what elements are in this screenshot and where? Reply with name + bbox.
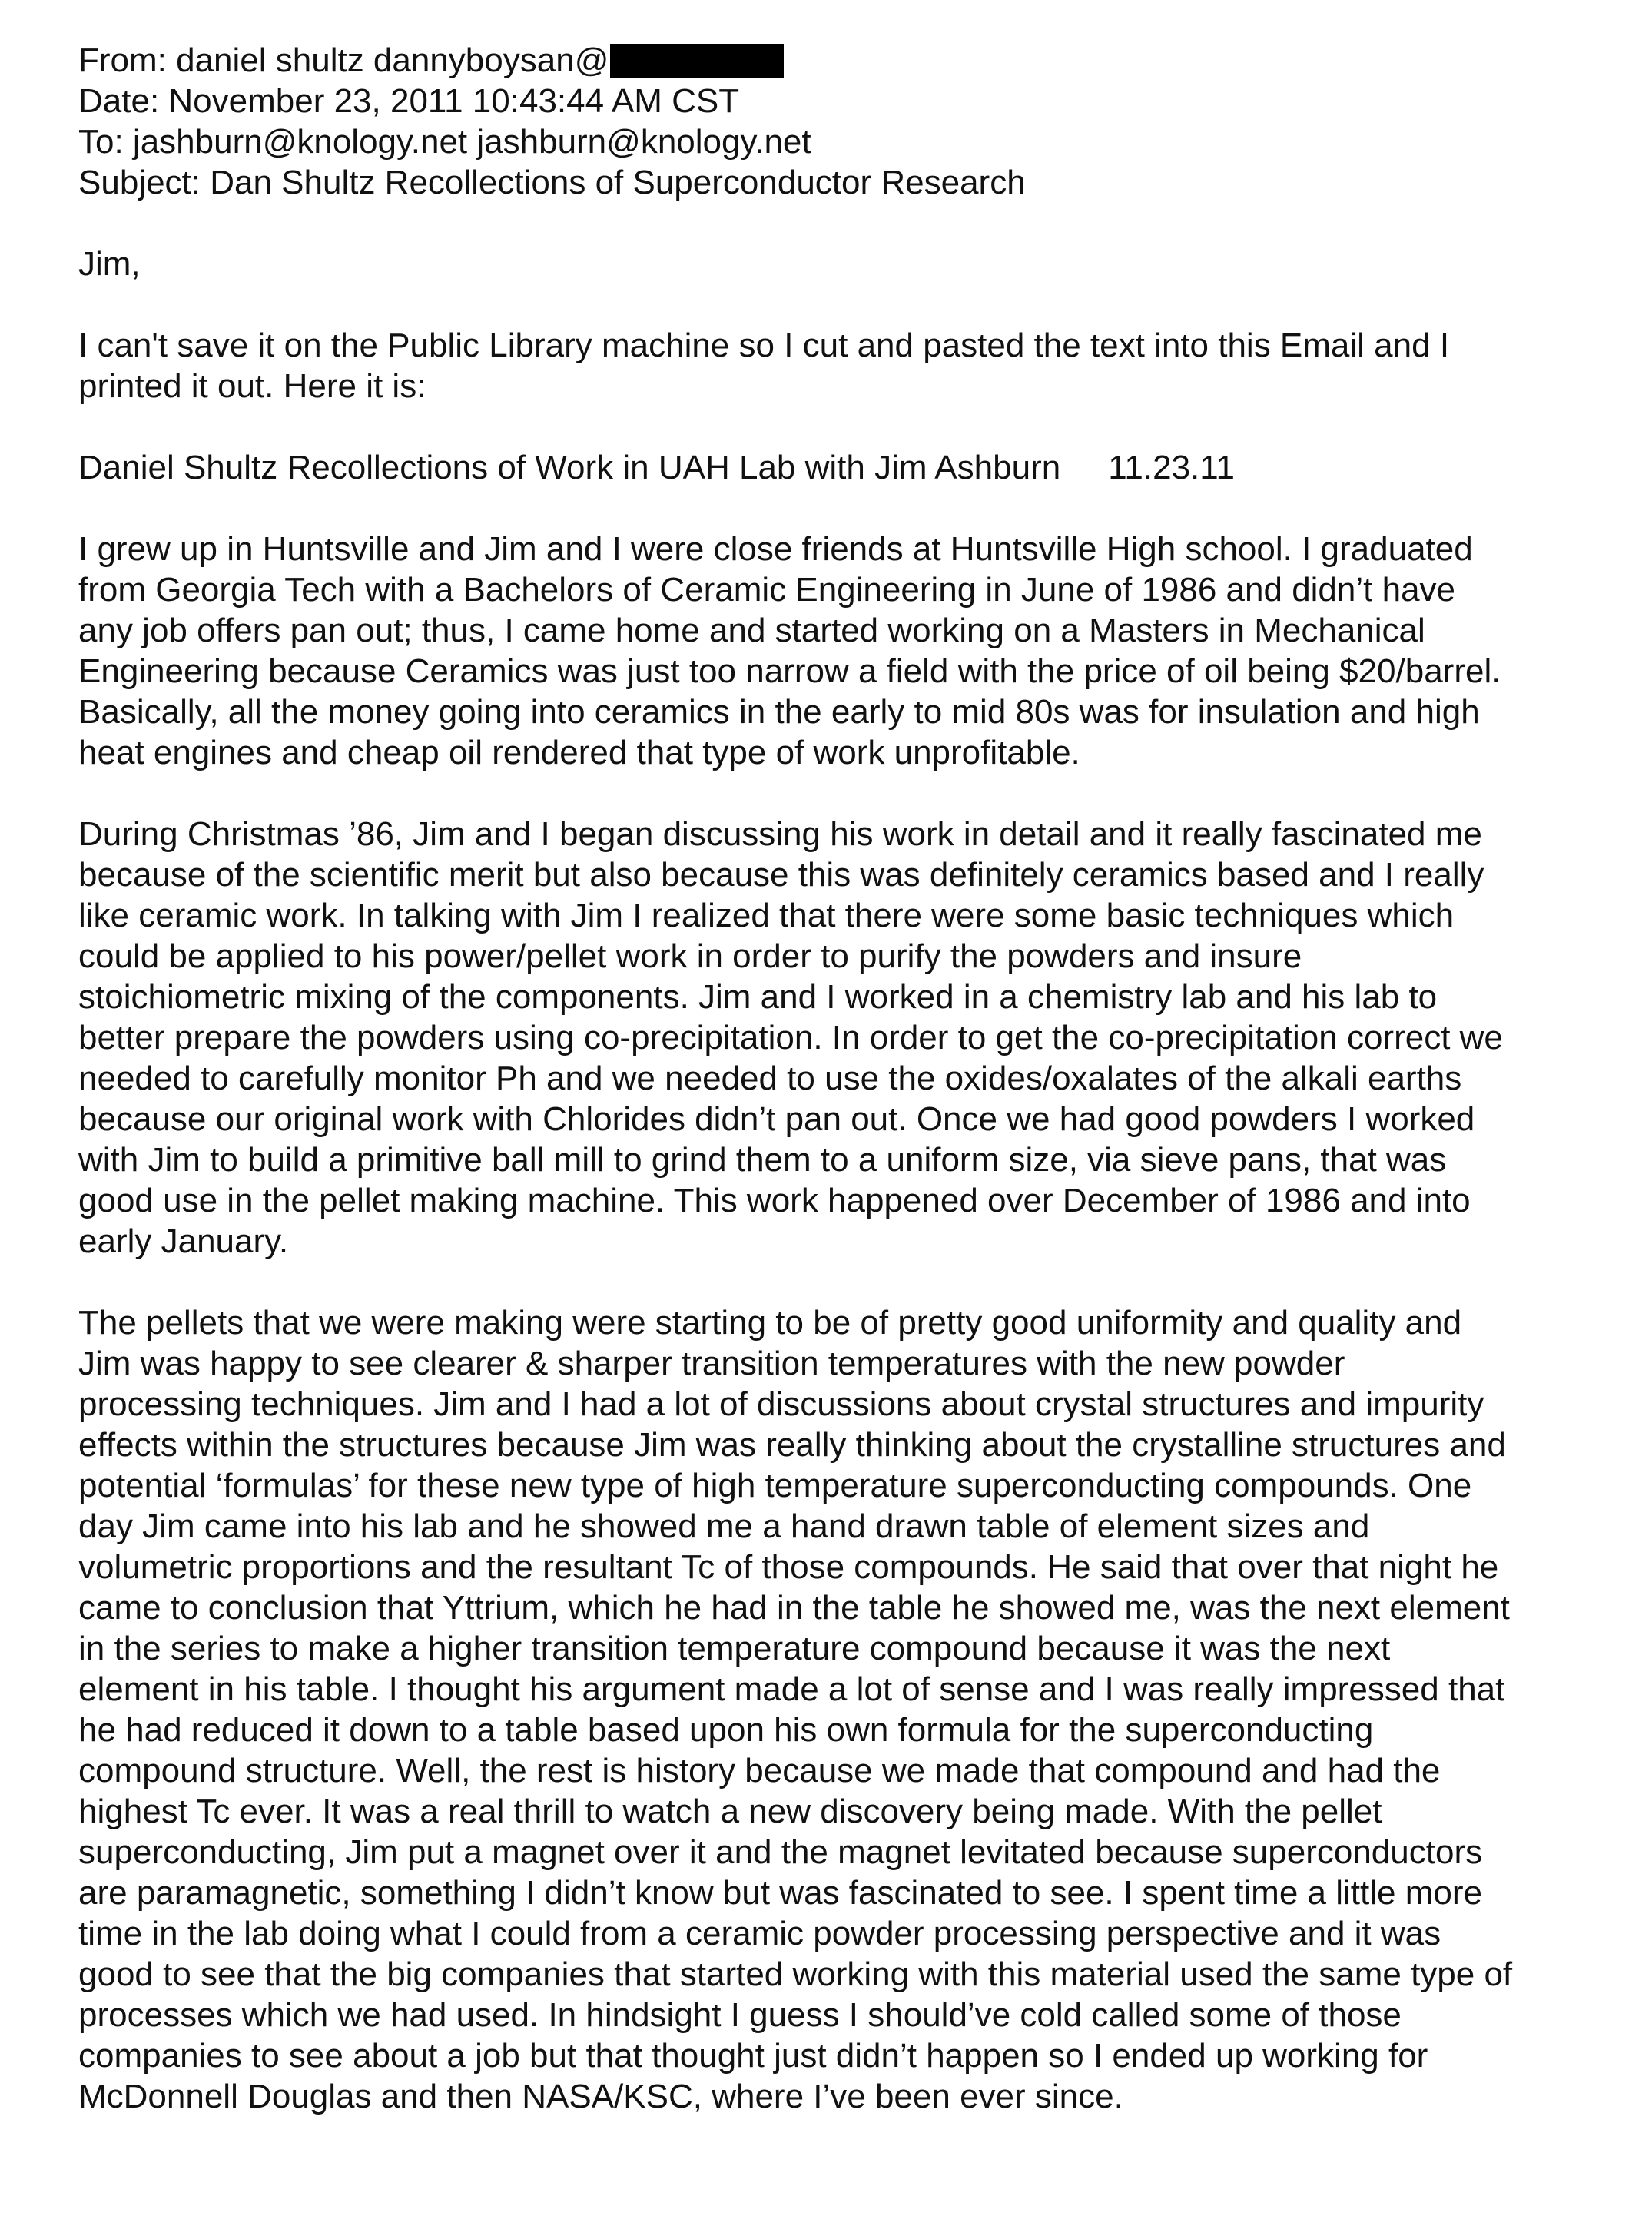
text-line: are paramagnetic, something I didn’t know but was fascinated to see. I spent time a little more xyxy=(78,1874,1482,1912)
text-line: potential ‘formulas’ for these new type of high temperature superconducting compounds. One xyxy=(78,1467,1472,1504)
spacer xyxy=(78,488,1607,529)
text-line: volumetric proportions and the resultant Tc of those compounds. He said that over that night he xyxy=(78,1548,1499,1586)
paragraph-background xyxy=(78,529,1607,773)
text-line: needed to carefully monitor Ph and we needed to use the oxides/oxalates of the alkali earths xyxy=(78,1060,1462,1097)
text-line: could be applied to his power/pellet work in order to purify the powders and insure xyxy=(78,937,1302,975)
text-line: companies to see about a job but that thought just didn’t happen so I ended up working for xyxy=(78,2037,1428,2075)
spacer xyxy=(78,203,1607,244)
text-line: in the series to make a higher transition temperature compound because it was the next xyxy=(78,1630,1391,1667)
document-title-line xyxy=(78,447,1607,488)
spacer xyxy=(78,284,1607,325)
text-line: heat engines and cheap oil rendered that type of work unprofitable. xyxy=(78,734,1080,771)
text-line: superconducting, Jim put a magnet over it and the magnet levitated because superconductors xyxy=(78,1833,1483,1871)
paragraph-christmas xyxy=(78,814,1607,1262)
text-line: good use in the pellet making machine. This work happened over December of 1986 and into xyxy=(78,1182,1471,1219)
text-line: with Jim to build a primitive ball mill to grind them to a uniform size, via sieve pans, that was xyxy=(78,1141,1447,1179)
text-line: element in his table. I thought his argument made a lot of sense and I was really impressed that xyxy=(78,1670,1505,1708)
text-line: better prepare the powders using co-precipitation. In order to get the co-precipitation correct we xyxy=(78,1019,1503,1056)
document-date: 11.23.11 xyxy=(1108,449,1235,486)
text-line: printed it out. Here it is: xyxy=(78,367,426,405)
paragraph-discovery xyxy=(78,1302,1607,2117)
email-document xyxy=(78,40,1607,2117)
spacer xyxy=(78,773,1607,814)
text-line: During Christmas ’86, Jim and I began discussing his work in detail and it really fascinated me xyxy=(78,815,1482,853)
text-line: I grew up in Huntsville and Jim and I were close friends at Huntsville High school. I graduated xyxy=(78,530,1473,568)
redaction-box xyxy=(610,44,784,78)
text-line: The pellets that we were making were starting to be of pretty good uniformity and quality and xyxy=(78,1304,1462,1342)
text-line: good to see that the big companies that started working with this material used the same type of xyxy=(78,1955,1513,1993)
document-title: Daniel Shultz Recollections of Work in UAH Lab with Jim Ashburn xyxy=(78,449,1061,486)
text-line: Basically, all the money going into ceramics in the early to mid 80s was for insulation and high xyxy=(78,693,1480,731)
text-line: he had reduced it down to a table based upon his own formula for the superconducting xyxy=(78,1711,1374,1749)
text-line: because our original work with Chlorides didn’t pan out. Once we had good powders I worked xyxy=(78,1100,1475,1138)
text-line: processing techniques. Jim and I had a lot of discussions about crystal structures and impurity xyxy=(78,1385,1484,1423)
text-line: I can't save it on the Public Library machine so I cut and pasted the text into this Email and I xyxy=(78,327,1450,364)
text-line: compound structure. Well, the rest is history because we made that compound and had the xyxy=(78,1752,1441,1790)
text-line: McDonnell Douglas and then NASA/KSC, where I’ve been ever since. xyxy=(78,2078,1123,2115)
greeting: Jim, xyxy=(78,245,141,283)
text-line: early January. xyxy=(78,1222,289,1260)
text-line: from Georgia Tech with a Bachelors of Ceramic Engineering in June of 1986 and didn’t have xyxy=(78,571,1456,609)
text-line: any job offers pan out; thus, I came home and started working on a Masters in Mechanical xyxy=(78,612,1425,649)
date-line: Date: November 23, 2011 10:43:44 AM CST xyxy=(78,82,740,120)
text-line: came to conclusion that Yttrium, which he had in the table he showed me, was the next element xyxy=(78,1589,1510,1627)
spacer xyxy=(78,1262,1607,1302)
spacer xyxy=(78,406,1607,447)
text-line: day Jim came into his lab and he showed me a hand drawn table of element sizes and xyxy=(78,1508,1370,1545)
intro-paragraph xyxy=(78,325,1607,406)
text-line: Engineering because Ceramics was just too narrow a field with the price of oil being $20/barrel. xyxy=(78,652,1501,690)
text-line: effects within the structures because Jim was really thinking about the crystalline structures and xyxy=(78,1426,1506,1464)
text-line: processes which we had used. In hindsight I guess I should’ve cold called some of those xyxy=(78,1996,1402,2034)
text-line: because of the scientific merit but also because this was definitely ceramics based and I really xyxy=(78,856,1484,894)
text-line: like ceramic work. In talking with Jim I realized that there were some basic techniques which xyxy=(78,897,1455,934)
text-line: stoichiometric mixing of the components. Jim and I worked in a chemistry lab and his lab to xyxy=(78,978,1438,1016)
email-header xyxy=(78,40,1607,203)
text-line: time in the lab doing what I could from a ceramic powder processing perspective and it was xyxy=(78,1915,1441,1952)
from-line xyxy=(78,40,1607,81)
from-text: From: daniel shultz dannyboysan@ xyxy=(78,41,609,79)
text-line: highest Tc ever. It was a real thrill to watch a new discovery being made. With the pellet xyxy=(78,1793,1382,1830)
to-line: To: jashburn@knology.net jashburn@knology.net xyxy=(78,123,811,161)
text-line: Jim was happy to see clearer & sharper transition temperatures with the new powder xyxy=(78,1345,1345,1382)
subject-line: Subject: Dan Shultz Recollections of Superconductor Research xyxy=(78,164,1026,201)
